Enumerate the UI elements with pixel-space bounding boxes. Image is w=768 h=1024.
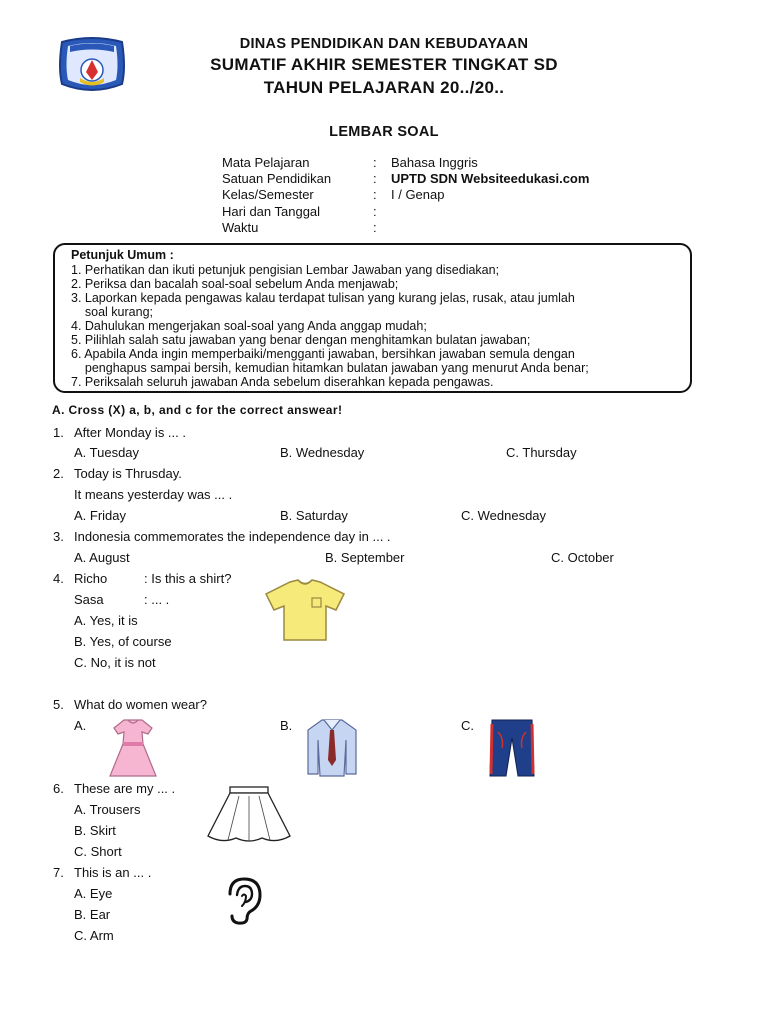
info-label: Mata Pelajaran — [222, 155, 310, 170]
header-school-year: TAHUN PELAJARAN 20../20.. — [263, 78, 505, 97]
q4-speaker-1: Richo — [74, 571, 108, 586]
q7-text: This is an ... . — [74, 865, 152, 880]
q2-text-2: It means yesterday was ... . — [74, 487, 233, 502]
info-colon: : — [373, 220, 377, 235]
q2-option-c[interactable]: C. Wednesday — [461, 508, 547, 523]
q7-option-b[interactable]: B. Ear — [74, 907, 111, 922]
info-colon: : — [373, 171, 377, 186]
q5-text: What do women wear? — [74, 697, 207, 712]
info-colon: : — [373, 204, 377, 219]
q3-option-c[interactable]: C. October — [551, 550, 614, 565]
q4-speaker-2: Sasa — [74, 592, 104, 607]
q7-option-c[interactable]: C. Arm — [74, 928, 114, 943]
q4-option-b[interactable]: B. Yes, of course — [74, 634, 172, 649]
q5-option-a[interactable]: A. — [74, 718, 87, 733]
instruction-line: 4. Dahulukan mengerjakan soal-soal yang Anda anggap mudah; — [71, 319, 427, 333]
q1-option-b[interactable]: B. Wednesday — [280, 445, 365, 460]
info-label: Kelas/Semester — [222, 187, 314, 202]
instruction-line: 1. Perhatikan dan ikuti petunjuk pengisian Lembar Jawaban yang disediakan; — [71, 263, 500, 277]
q2-number: 2. — [53, 466, 64, 481]
q3-option-a[interactable]: A. August — [74, 550, 130, 565]
q5-number: 5. — [53, 697, 64, 712]
q6-number: 6. — [53, 781, 64, 796]
instruction-line: 6. Apabila Anda ingin memperbaiki/mengganti jawaban, bersihkan jawaban semula dengan — [71, 347, 575, 361]
instructions-title: Petunjuk Umum : — [71, 248, 174, 262]
tshirt-image — [264, 578, 346, 644]
q3-number: 3. — [53, 529, 64, 544]
q6-option-a[interactable]: A. Trousers — [74, 802, 141, 817]
q4-number: 4. — [53, 571, 64, 586]
instruction-line: 7. Periksalah seluruh jawaban Anda sebelum diserahkan kepada pengawas. — [71, 375, 494, 389]
q3-text: Indonesia commemorates the independence day in ... . — [74, 529, 391, 544]
q4-line-1: : Is this a shirt? — [144, 571, 232, 586]
q7-option-a[interactable]: A. Eye — [74, 886, 113, 901]
trousers-image — [488, 718, 536, 778]
info-label: Hari dan Tanggal — [222, 204, 321, 219]
q5-option-b[interactable]: B. — [280, 718, 293, 733]
q6-text: These are my ... . — [74, 781, 176, 796]
instruction-line: 5. Pilihlah salah satu jawaban yang benar dengan menghitamkan bulatan jawaban; — [71, 333, 531, 347]
instruction-line: 2. Periksa dan bacalah soal-soal sebelum Anda menjawab; — [71, 277, 399, 291]
q1-option-a[interactable]: A. Tuesday — [74, 445, 140, 460]
q2-option-b[interactable]: B. Saturday — [280, 508, 348, 523]
info-value: UPTD SDN Websiteedukasi.com — [391, 171, 590, 186]
info-colon: : — [373, 155, 377, 170]
info-value: I / Genap — [391, 187, 445, 202]
q4-option-a[interactable]: A. Yes, it is — [74, 613, 138, 628]
instruction-line: penghapus sampai bersih, kemudian hitamkan bulatan jawaban yang menurut Anda benar; — [71, 361, 589, 375]
q1-number: 1. — [53, 425, 64, 440]
sheet-title: LEMBAR SOAL — [329, 124, 439, 140]
q4-option-c[interactable]: C. No, it is not — [74, 655, 156, 670]
instructions-box — [53, 243, 692, 393]
info-value: Bahasa Inggris — [391, 155, 478, 170]
q3-option-b[interactable]: B. September — [325, 550, 405, 565]
q7-number: 7. — [53, 865, 64, 880]
instruction-line: soal kurang; — [71, 305, 153, 319]
info-label: Satuan Pendidikan — [222, 171, 332, 186]
q4-line-2: : ... . — [144, 592, 170, 607]
ear-image — [220, 876, 264, 926]
q6-option-c[interactable]: C. Short — [74, 844, 122, 859]
info-label: Waktu — [222, 220, 259, 235]
header-exam-title: SUMATIF AKHIR SEMESTER TINGKAT SD — [210, 55, 558, 74]
blue-shirt-with-tie-image — [304, 716, 360, 778]
q5-option-c[interactable]: C. — [461, 718, 474, 733]
q6-option-b[interactable]: B. Skirt — [74, 823, 116, 838]
q2-option-a[interactable]: A. Friday — [74, 508, 127, 523]
q1-text: After Monday is ... . — [74, 425, 186, 440]
pink-dress-image — [106, 718, 160, 780]
header-agency: DINAS PENDIDIKAN DAN KEBUDAYAAN — [239, 36, 529, 52]
section-a-heading: A. Cross (X) a, b, and c for the correct answear! — [52, 403, 343, 417]
info-colon: : — [373, 187, 377, 202]
instruction-line: 3. Laporkan kepada pengawas kalau terdapat tulisan yang kurang jelas, rusak, atau jumlah — [71, 291, 575, 305]
skirt-image — [206, 784, 292, 846]
q1-option-c[interactable]: C. Thursday — [506, 445, 577, 460]
q2-text: Today is Thrusday. — [74, 466, 182, 481]
